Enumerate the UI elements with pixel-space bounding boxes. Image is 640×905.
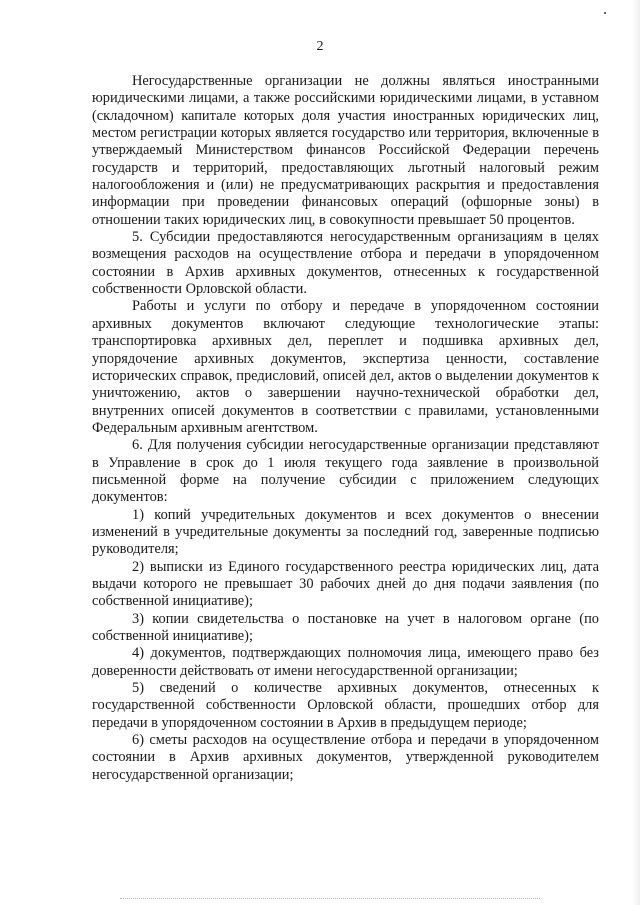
bottom-scan-artifact xyxy=(120,898,540,900)
list-item-4-authority-documents: 4) документов, подтверждающих полномочия лица, имеющего право без доверенности действовать от имени негосударственной организации; xyxy=(92,645,599,679)
list-item-6-cost-estimate: 6) сметы расходов на осуществление отбора и передачи в упорядоченном состоянии в Архив архивных документов, утвержденной руководителем негосударственной организации; xyxy=(92,732,599,783)
list-item-5-archive-info: 5) сведений о количестве архивных документов, отнесенных к государственной собственности Орловской области, прошедших отбор для передачи в упорядоченном состоянии в Архив в предыдущем периоде; xyxy=(92,680,599,731)
paragraph-offshore-restriction: Негосударственные организации не должны являться иностранными юридическими лицами, а также российскими юридическими лицами, в уставном (складочном) капитале которых доля участия иностранных юридических лиц, местом регистрации которых является государство или территория, включенные в утверждаемый Министерством финансов Российской Федерации перечень государств и территорий, предоставляющих льготный налоговый режим налогообложения и (или) не предусматривающих раскрытия и предоставления информации при проведении финансовых операций (офшорные зоны) в отношении таких юридических лиц, в совокупности превышает 50 процентов. xyxy=(92,73,599,228)
page-number: 2 xyxy=(316,39,324,54)
list-item-2-egrul-extract: 2) выписки из Единого государственного реестра юридических лиц, дата выдачи которого не превышает 30 рабочих дней до дня подачи заявления (по собственной инициативе); xyxy=(92,558,599,610)
paragraph-works-and-services: Работы и услуги по отбору и передаче в упорядоченном состоянии архивных документов включают следующие технологические этапы: транспортировка архивных дел, переплет и подшивка архивных дел, упорядочение архивных документов, экспертиза ценности, составление исторических справок, предисловий, описей дел, актов о выделении документов к уничтожению, актов о завершении научно-технической обработки дел, внутренних описей документов в соответствии с правилами, установленными Федеральным архивным агентством. xyxy=(92,298,599,436)
list-item-3-tax-registration: 3) копии свидетельства о постановке на учет в налоговом органе (по собственной инициативе); xyxy=(92,610,599,644)
paragraph-item-5-subsidy-purpose: 5. Субсидии предоставляются негосударственным организациям в целях возмещения расходов на осуществление отбора и передачи в упорядоченном состоянии в Архив архивных документов, отнесенных к государственной собственности Орловской области. xyxy=(92,229,599,298)
list-item-1-founding-documents: 1) копий учредительных документов и всех документов о внесении изменений в учредительные документы за последний год, заверенные подписью руководителя; xyxy=(92,506,599,558)
paragraph-item-6-application: 6. Для получения субсидии негосударственные организации представляют в Управление в срок до 1 июля текущего года заявление в произвольной письменной форме на получение субсидии с приложением следующих документов: xyxy=(92,437,599,506)
scan-dot-mark xyxy=(604,12,606,14)
scan-edge-shadow xyxy=(632,0,640,905)
document-body xyxy=(92,73,599,784)
